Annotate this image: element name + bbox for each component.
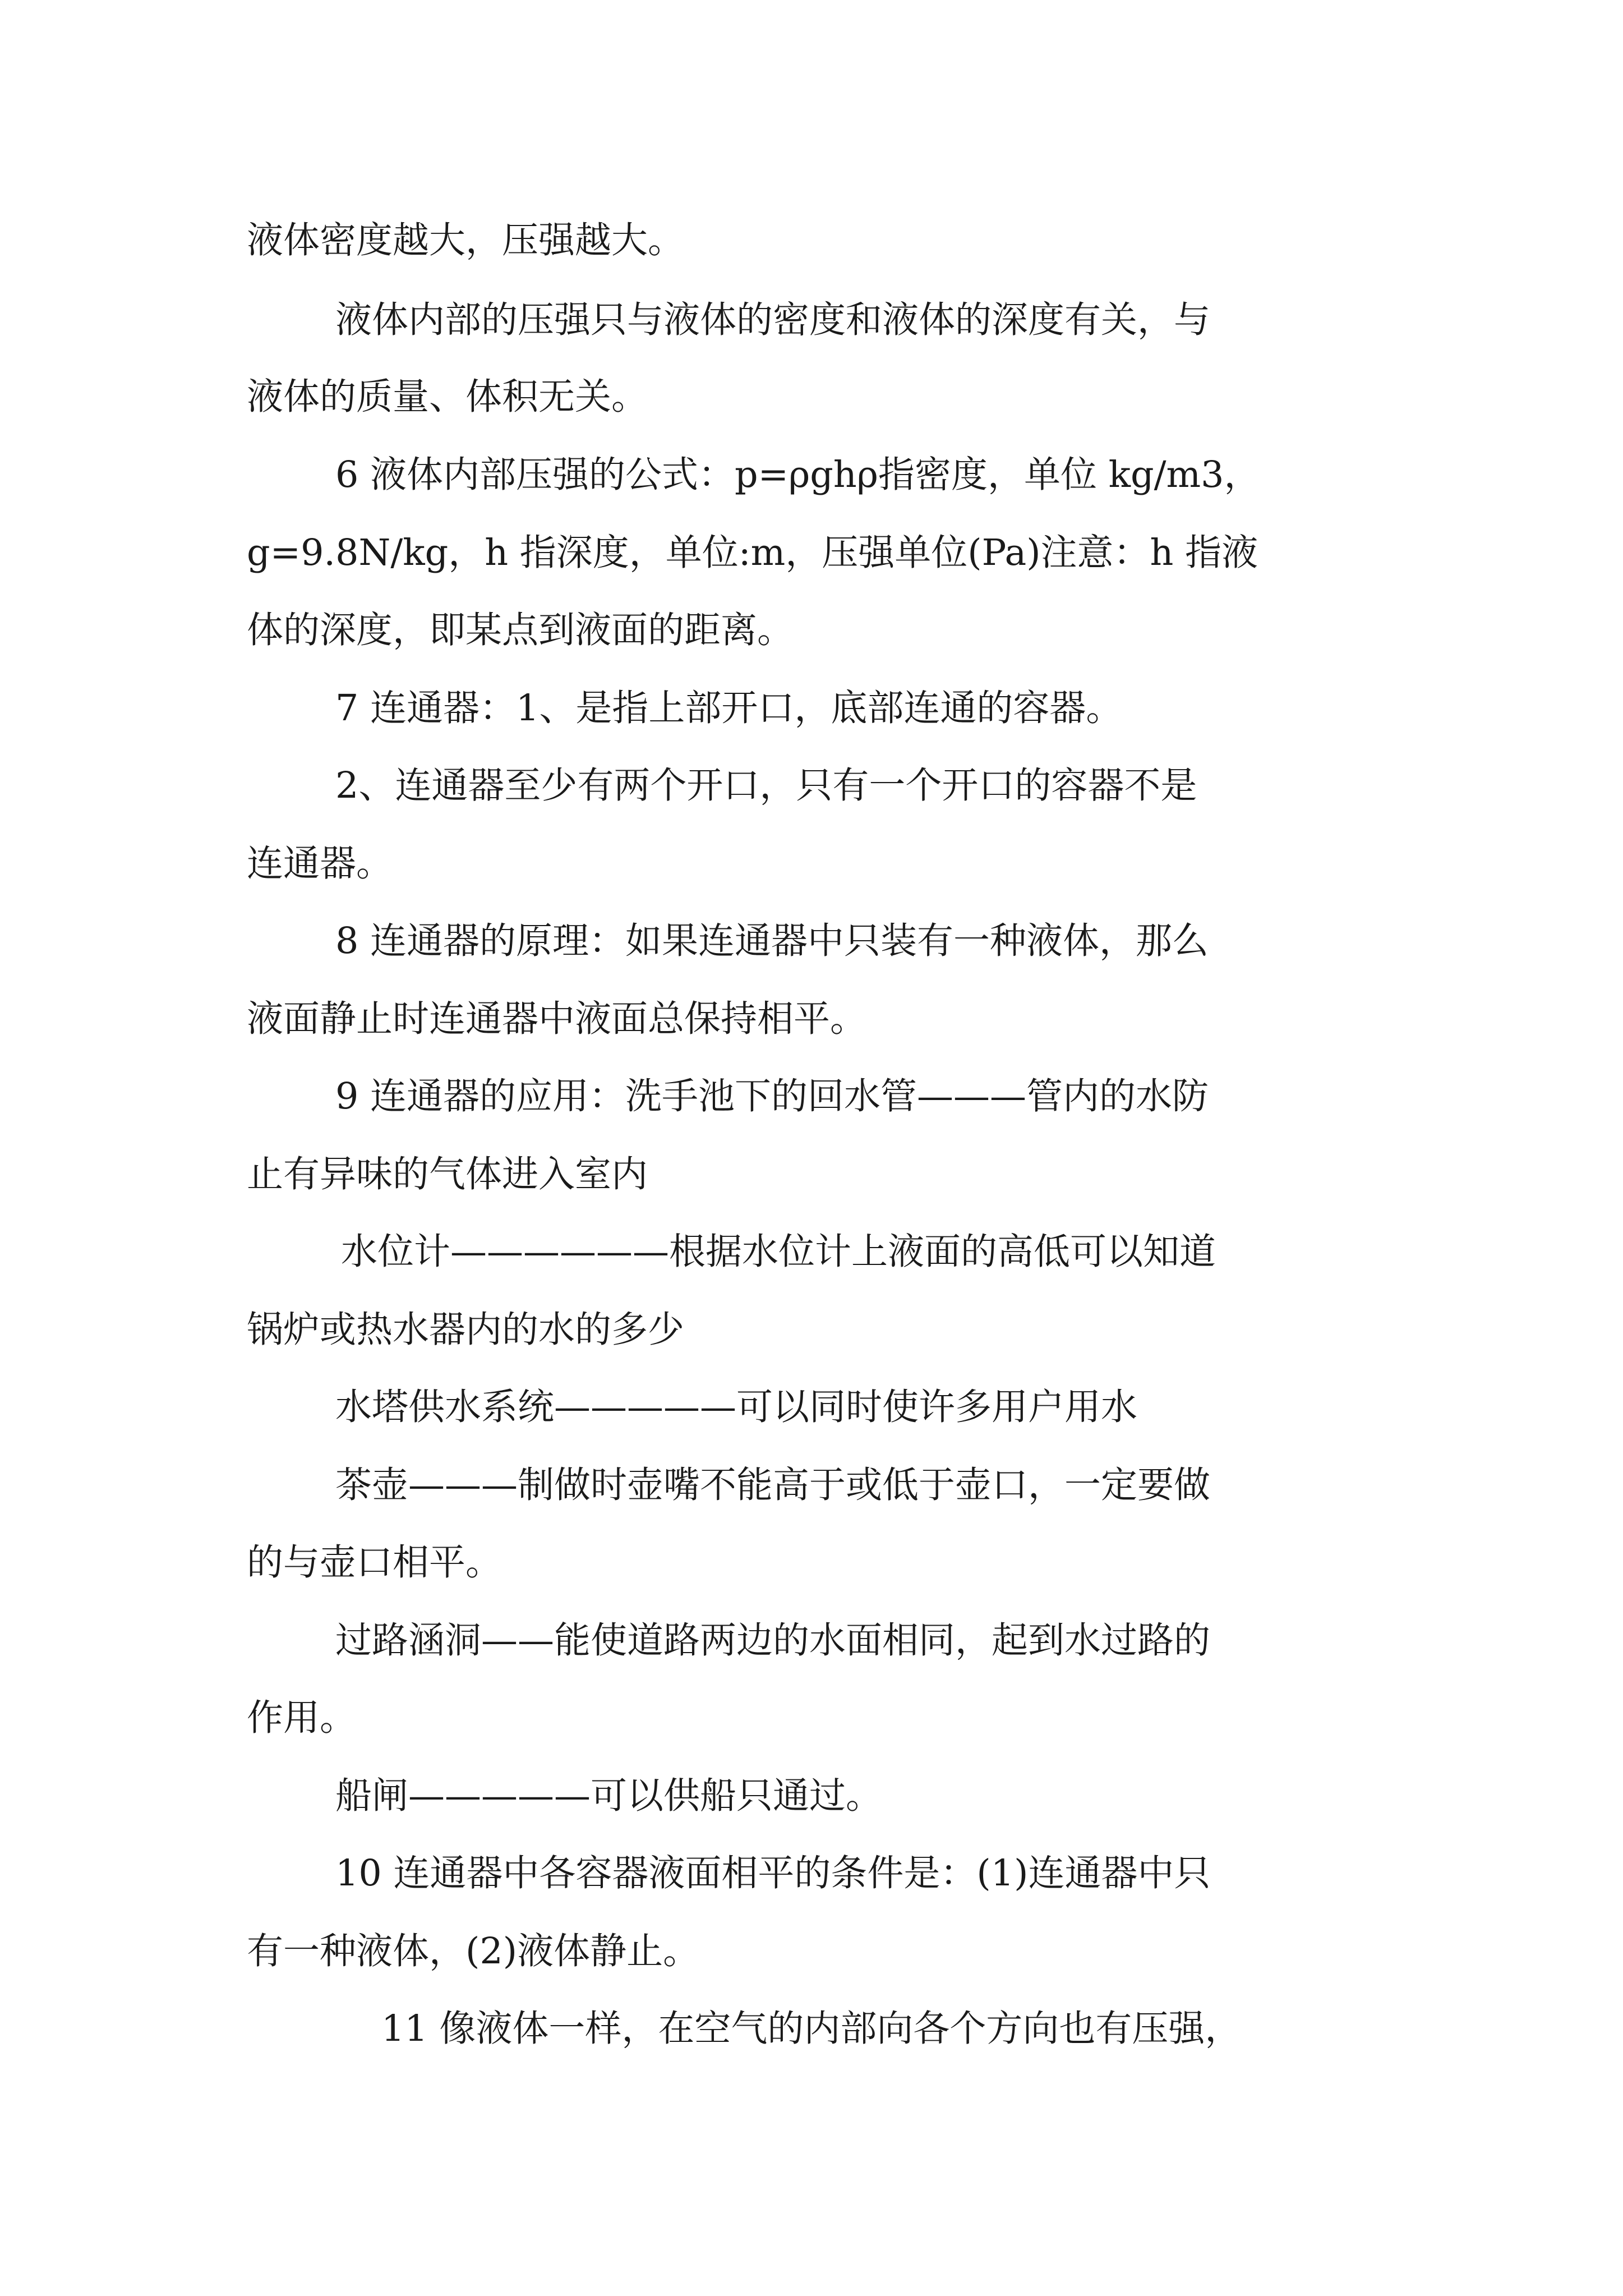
- text-line-3: 液体的质量、体积无关。: [247, 376, 648, 418]
- text-line-12: 9 连通器的应用：洗手池下的回水管———管内的水防: [335, 1075, 1209, 1117]
- text-line-11: 液面静止时连通器中液面总保持相平。: [247, 998, 867, 1040]
- text-line-7: 7 连通器：1、是指上部开口，底部连通的容器。: [335, 687, 1123, 729]
- text-line-5: g=9.8N/kg，h 指深度，单位:m，压强单位(Pa)注意：h 指液: [247, 532, 1258, 574]
- text-line-18: 的与壶口相平。: [247, 1542, 502, 1584]
- text-line-8: 2、连通器至少有两个开口，只有一个开口的容器不是: [335, 765, 1197, 807]
- text-line-13: 止有异味的气体进入室内: [247, 1153, 648, 1195]
- text-line-2: 液体内部的压强只与液体的密度和液体的深度有关，与: [335, 299, 1211, 341]
- text-line-19: 过路涵洞——能使道路两边的水面相同，起到水过路的: [335, 1619, 1211, 1662]
- text-line-21: 船闸—————可以供船只通过。: [335, 1775, 883, 1817]
- text-line-16: 水塔供水系统—————可以同时使许多用户用水: [335, 1386, 1138, 1428]
- text-line-1: 液体密度越大，压强越大。: [247, 219, 685, 261]
- text-line-15: 锅炉或热水器内的水的多少: [247, 1309, 685, 1351]
- text-line-6: 体的深度，即某点到液面的距离。: [247, 609, 794, 651]
- text-line-4: 6 液体内部压强的公式：p=ρghρ指密度，单位 kg/m3，: [335, 454, 1261, 496]
- text-line-23: 有一种液体，(2)液体静止。: [247, 1930, 700, 1972]
- text-line-9: 连通器。: [247, 843, 393, 885]
- text-line-20: 作用。: [247, 1697, 357, 1739]
- text-line-24: 11 像液体一样，在空气的内部向各个方向也有压强，: [381, 2008, 1242, 2050]
- text-line-14: 水位计——————根据水位计上液面的高低可以知道: [341, 1231, 1216, 1273]
- text-line-22: 10 连通器中各容器液面相平的条件是：(1)连通器中只: [335, 1852, 1211, 1894]
- text-line-17: 茶壶———制做时壶嘴不能高于或低于壶口，一定要做: [335, 1464, 1211, 1506]
- text-line-10: 8 连通器的原理：如果连通器中只装有一种液体，那么: [335, 920, 1209, 962]
